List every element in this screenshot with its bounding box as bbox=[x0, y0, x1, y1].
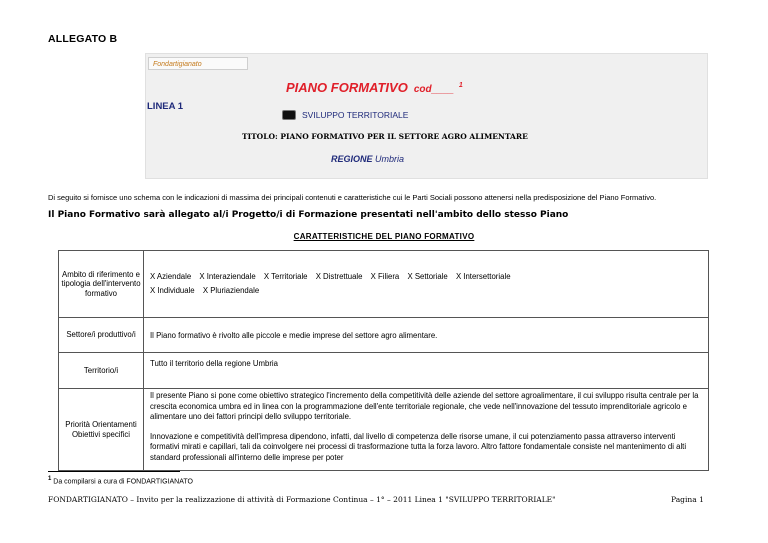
option-item: X Filiera bbox=[370, 272, 400, 281]
piano-formativo-title bbox=[286, 80, 463, 95]
regione-name: Umbria bbox=[375, 154, 405, 164]
option-item: X Distrettuale bbox=[315, 272, 363, 281]
option-item: X Pluriaziendale bbox=[202, 286, 260, 295]
options-line-a bbox=[150, 270, 704, 284]
row-label-territorio: Territorio/i bbox=[59, 353, 144, 389]
row-label-settore: Settore/i produttivo/i bbox=[59, 318, 144, 353]
option-item: X Settoriale bbox=[407, 272, 448, 281]
paragraph: Il presente Piano si pone come obiettivo strategico l'incremento della competitività delle aziende del settore agroalimentare, il cui sviluppo risulta centrale per la crescita economica umbra ed in linea con la programmazione dell'ente territoriale regionale, che vede nell'innovazione del tessuto imprenditoriale agricolo e alimentare uno dei fattori principi dello sviluppo territoriale. bbox=[150, 391, 699, 421]
sviluppo-label: SVILUPPO TERRITORIALE bbox=[302, 110, 409, 120]
footnote-mark: 1 bbox=[48, 476, 52, 482]
option-item: X Interaziendale bbox=[199, 272, 256, 281]
piano-code: cod____ bbox=[413, 84, 454, 95]
allegato-label: ALLEGATO B bbox=[48, 33, 118, 45]
option-item: X Aziendale bbox=[150, 272, 192, 281]
footnote-ref: 1 bbox=[458, 81, 463, 89]
fondartigianato-logo: Fondartigianato bbox=[148, 57, 248, 70]
page-number: Pagina 1 bbox=[671, 495, 704, 504]
piano-title-text: PIANO FORMATIVO bbox=[286, 80, 408, 95]
option-item: X Territoriale bbox=[263, 272, 308, 281]
row-content-ambito bbox=[144, 251, 709, 318]
caratteristiche-title: CARATTERISTICHE DEL PIANO FORMATIVO bbox=[293, 232, 475, 241]
titolo-line: TITOLO: PIANO FORMATIVO PER IL SETTORE AGRO ALIMENTARE bbox=[242, 132, 528, 141]
table-row bbox=[59, 251, 709, 318]
regione-line bbox=[331, 154, 404, 164]
table-row bbox=[59, 389, 709, 471]
table-row bbox=[59, 318, 709, 353]
footnote-divider bbox=[48, 471, 180, 472]
row-content-territorio: Tutto il territorio della regione Umbria bbox=[144, 353, 709, 389]
piano-table bbox=[58, 250, 709, 471]
table-row bbox=[59, 353, 709, 389]
footer-text: FONDARTIGIANATO – Invito per la realizzazione di attività di Formazione Continua – 1° – 2011 Linea 1 "SVILUPPO TERRITORIALE" bbox=[48, 495, 556, 504]
intro-text: Di seguito si fornisce uno schema con le indicazioni di massima dei principali contenuti e caratteristiche cui le Parti Sociali possono attenersi nella predisposizione del Piano Formativo. bbox=[48, 193, 657, 202]
caratteristiche-heading bbox=[0, 232, 768, 241]
regione-label: REGIONE bbox=[331, 154, 373, 164]
main-heading: Il Piano Formativo sarà allegato al/i Progetto/i di Formazione presentati nell'ambito dello stesso Piano bbox=[48, 210, 569, 220]
row-label-priorita: Priorità Orientamenti Obiettivi specifici bbox=[59, 389, 144, 471]
footnote bbox=[48, 476, 193, 485]
linea-label: LINEA 1 bbox=[147, 101, 184, 112]
option-item: X Individuale bbox=[150, 286, 195, 295]
row-label-ambito: Ambito di riferimento e tipologia dell'intervento formativo bbox=[59, 251, 144, 318]
checkbox-icon[interactable] bbox=[282, 110, 296, 120]
row-content-settore: Il Piano formativo è rivolto alle piccole e medie imprese del settore agro alimentare. bbox=[144, 318, 709, 353]
paragraph: Innovazione e competitività dell'impresa dipendono, infatti, dal livello di competenza delle risorse umane, il cui potenziamento passa attraverso interventi formativi mirati e capillari, tali da coinvolgere nei processi di trasformazione tutta la forza lavoro. Altro fattore fondamentale consiste nel mantenimento di alti standard professionali all'interno delle imprese per poter bbox=[150, 431, 687, 462]
row-content-priorita bbox=[144, 389, 709, 471]
options-line-b bbox=[150, 284, 704, 298]
header-box bbox=[145, 53, 708, 179]
option-item: X Intersettoriale bbox=[455, 272, 511, 281]
footnote-text: Da compilarsi a cura di FONDARTIGIANATO bbox=[51, 478, 193, 486]
